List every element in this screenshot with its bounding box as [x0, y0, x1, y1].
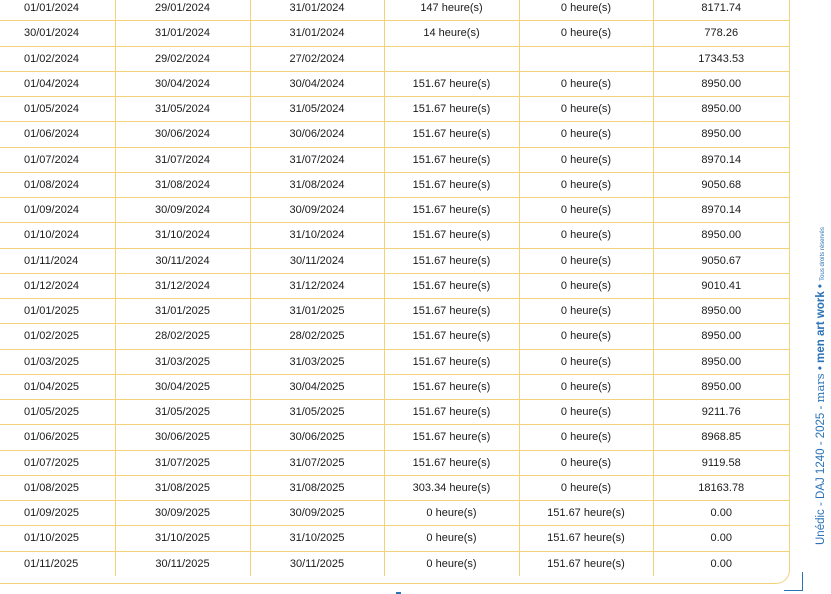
amount-cell: 8950.00 — [653, 223, 789, 248]
period-end-cell: 31/05/2024 — [115, 97, 250, 122]
hours-worked-cell: 151.67 heure(s) — [384, 349, 519, 374]
hours-unworked-cell: 0 heure(s) — [519, 324, 653, 349]
amount-cell: 18163.78 — [653, 475, 789, 500]
separator-bullet: • — [815, 362, 827, 374]
hours-unworked-cell: 0 heure(s) — [519, 21, 653, 46]
period-start-cell: 01/01/2025 — [0, 299, 115, 324]
hours-unworked-cell: 0 heure(s) — [519, 400, 653, 425]
hours-worked-cell: 151.67 heure(s) — [384, 324, 519, 349]
payment-date-cell: 27/02/2024 — [250, 46, 384, 71]
amount-cell: 8950.00 — [653, 71, 789, 96]
hours-worked-cell: 151.67 heure(s) — [384, 400, 519, 425]
hours-worked-cell: 303.34 heure(s) — [384, 475, 519, 500]
hours-unworked-cell: 0 heure(s) — [519, 122, 653, 147]
hours-unworked-cell: 0 heure(s) — [519, 71, 653, 96]
period-end-cell: 30/04/2025 — [115, 374, 250, 399]
period-start-cell: 01/10/2024 — [0, 223, 115, 248]
table-row — [0, 349, 789, 374]
amount-cell: 9119.58 — [653, 450, 789, 475]
period-start-cell: 01/07/2024 — [0, 147, 115, 172]
period-start-cell: 01/03/2025 — [0, 349, 115, 374]
hours-unworked-cell: 0 heure(s) — [519, 450, 653, 475]
period-end-cell: 30/09/2025 — [115, 501, 250, 526]
payment-date-cell: 31/05/2025 — [250, 400, 384, 425]
hours-unworked-cell: 0 heure(s) — [519, 374, 653, 399]
payment-date-cell: 30/06/2024 — [250, 122, 384, 147]
period-start-cell: 01/02/2025 — [0, 324, 115, 349]
period-end-cell: 31/08/2024 — [115, 172, 250, 197]
hours-worked-cell: 0 heure(s) — [384, 501, 519, 526]
table-row — [0, 324, 789, 349]
table-row — [0, 71, 789, 96]
amount-cell: 8968.85 — [653, 425, 789, 450]
table-row — [0, 299, 789, 324]
rights-reserved-text: Tous droits réservés — [820, 227, 826, 281]
hours-worked-cell: 0 heure(s) — [384, 551, 519, 576]
hours-worked-cell: 151.67 heure(s) — [384, 248, 519, 273]
hours-worked-cell: 151.67 heure(s) — [384, 122, 519, 147]
table-row — [0, 147, 789, 172]
amount-cell: 17343.53 — [653, 46, 789, 71]
amount-cell: 9050.68 — [653, 172, 789, 197]
period-start-cell: 01/04/2024 — [0, 71, 115, 96]
payment-date-cell: 31/10/2024 — [250, 223, 384, 248]
hours-unworked-cell: 0 heure(s) — [519, 97, 653, 122]
period-start-cell: 01/11/2025 — [0, 551, 115, 576]
period-end-cell: 31/01/2025 — [115, 299, 250, 324]
payment-date-cell: 30/04/2025 — [250, 374, 384, 399]
table-row — [0, 551, 789, 576]
table-row — [0, 122, 789, 147]
payment-date-cell: 31/10/2025 — [250, 526, 384, 551]
table-row — [0, 223, 789, 248]
table-row — [0, 425, 789, 450]
payment-date-cell: 31/07/2024 — [250, 147, 384, 172]
hours-worked-cell: 0 heure(s) — [384, 526, 519, 551]
period-start-cell: 01/09/2025 — [0, 501, 115, 526]
table-row — [0, 46, 789, 71]
period-end-cell: 30/09/2024 — [115, 198, 250, 223]
period-start-cell: 01/05/2025 — [0, 400, 115, 425]
period-start-cell: 01/05/2024 — [0, 97, 115, 122]
table-row — [0, 248, 789, 273]
hours-unworked-cell: 151.67 heure(s) — [519, 501, 653, 526]
hours-worked-cell: 151.67 heure(s) — [384, 374, 519, 399]
period-end-cell: 28/02/2025 — [115, 324, 250, 349]
period-start-cell: 01/11/2024 — [0, 248, 115, 273]
period-start-cell: 01/08/2024 — [0, 172, 115, 197]
hours-worked-cell: 151.67 heure(s) — [384, 223, 519, 248]
period-start-cell: 01/07/2025 — [0, 450, 115, 475]
period-end-cell: 31/10/2025 — [115, 526, 250, 551]
amount-cell: 8970.14 — [653, 198, 789, 223]
table-row — [0, 273, 789, 298]
table-row — [0, 475, 789, 500]
payment-date-cell: 31/12/2024 — [250, 273, 384, 298]
period-start-cell: 01/12/2024 — [0, 273, 115, 298]
amount-cell: 8950.00 — [653, 374, 789, 399]
period-end-cell: 30/11/2025 — [115, 551, 250, 576]
amount-cell: 0.00 — [653, 501, 789, 526]
period-end-cell: 31/01/2024 — [115, 21, 250, 46]
hours-worked-cell: 151.67 heure(s) — [384, 147, 519, 172]
amount-cell: 778.26 — [653, 21, 789, 46]
amount-cell: 9010.41 — [653, 273, 789, 298]
hours-unworked-cell: 0 heure(s) — [519, 273, 653, 298]
hours-worked-cell: 14 heure(s) — [384, 21, 519, 46]
period-end-cell: 31/10/2024 — [115, 223, 250, 248]
hours-worked-cell: 151.67 heure(s) — [384, 450, 519, 475]
payment-date-cell: 30/06/2025 — [250, 425, 384, 450]
hours-unworked-cell: 0 heure(s) — [519, 349, 653, 374]
hours-unworked-cell: 0 heure(s) — [519, 198, 653, 223]
table-row — [0, 172, 789, 197]
hours-worked-cell: 151.67 heure(s) — [384, 299, 519, 324]
hours-worked-cell: 151.67 heure(s) — [384, 273, 519, 298]
period-end-cell: 29/02/2024 — [115, 46, 250, 71]
period-start-cell: 01/04/2025 — [0, 374, 115, 399]
table-row — [0, 21, 789, 46]
hours-unworked-cell: 0 heure(s) — [519, 248, 653, 273]
table-row — [0, 400, 789, 425]
table-row — [0, 0, 789, 21]
hours-worked-cell: 151.67 heure(s) — [384, 425, 519, 450]
period-end-cell: 31/05/2025 — [115, 400, 250, 425]
amount-cell: 8950.00 — [653, 299, 789, 324]
payment-date-cell: 30/04/2024 — [250, 71, 384, 96]
amount-cell: 0.00 — [653, 526, 789, 551]
payment-date-cell: 30/11/2025 — [250, 551, 384, 576]
amount-cell: 8950.00 — [653, 324, 789, 349]
payment-date-cell: 30/11/2024 — [250, 248, 384, 273]
table-row — [0, 450, 789, 475]
payment-date-cell: 31/08/2025 — [250, 475, 384, 500]
hours-worked-cell: 151.67 heure(s) — [384, 71, 519, 96]
payment-date-cell: 31/01/2025 — [250, 299, 384, 324]
hours-unworked-cell: 0 heure(s) — [519, 299, 653, 324]
payment-date-cell: 31/03/2025 — [250, 349, 384, 374]
period-start-cell: 01/09/2024 — [0, 198, 115, 223]
period-end-cell: 31/07/2025 — [115, 450, 250, 475]
period-start-cell: 30/01/2024 — [0, 21, 115, 46]
hours-worked-cell: 151.67 heure(s) — [384, 198, 519, 223]
period-end-cell: 31/12/2024 — [115, 273, 250, 298]
crop-mark — [784, 572, 803, 591]
hours-unworked-cell — [519, 46, 653, 71]
amount-cell: 8970.14 — [653, 147, 789, 172]
amount-cell: 8171.74 — [653, 0, 789, 21]
mars-logo-text: mars — [813, 373, 827, 403]
payment-date-cell: 31/01/2024 — [250, 0, 384, 21]
period-end-cell: 30/06/2025 — [115, 425, 250, 450]
period-start-cell: 01/08/2025 — [0, 475, 115, 500]
hours-unworked-cell: 0 heure(s) — [519, 172, 653, 197]
amount-cell: 8950.00 — [653, 97, 789, 122]
table-row — [0, 501, 789, 526]
period-end-cell: 31/03/2025 — [115, 349, 250, 374]
amount-cell: 8950.00 — [653, 122, 789, 147]
period-end-cell: 29/01/2024 — [115, 0, 250, 21]
table-row — [0, 526, 789, 551]
hours-unworked-cell: 0 heure(s) — [519, 475, 653, 500]
hours-worked-cell: 147 heure(s) — [384, 0, 519, 21]
payment-date-cell: 31/07/2025 — [250, 450, 384, 475]
period-start-cell: 01/06/2025 — [0, 425, 115, 450]
period-end-cell: 30/06/2024 — [115, 122, 250, 147]
payment-date-cell: 31/08/2024 — [250, 172, 384, 197]
hours-unworked-cell: 151.67 heure(s) — [519, 551, 653, 576]
hours-unworked-cell: 0 heure(s) — [519, 425, 653, 450]
payment-date-cell: 30/09/2024 — [250, 198, 384, 223]
period-end-cell: 30/11/2024 — [115, 248, 250, 273]
hours-unworked-cell: 0 heure(s) — [519, 223, 653, 248]
period-end-cell: 31/07/2024 — [115, 147, 250, 172]
amount-cell: 9050.67 — [653, 248, 789, 273]
period-start-cell: 01/06/2024 — [0, 122, 115, 147]
publisher-ref: Unédic - DAJ 1240 - 2025 - — [815, 402, 827, 545]
period-end-cell: 30/04/2024 — [115, 71, 250, 96]
period-start-cell: 01/02/2024 — [0, 46, 115, 71]
payment-date-cell: 30/09/2025 — [250, 501, 384, 526]
separator-bullet: • — [815, 280, 827, 292]
table-row — [0, 198, 789, 223]
period-start-cell: 01/10/2025 — [0, 526, 115, 551]
hours-unworked-cell: 0 heure(s) — [519, 0, 653, 21]
amount-cell: 9211.76 — [653, 400, 789, 425]
hours-worked-cell: 151.67 heure(s) — [384, 172, 519, 197]
payment-date-cell: 31/05/2024 — [250, 97, 384, 122]
amount-cell: 0.00 — [710, 557, 732, 570]
men-art-work-logo-text: men art work — [815, 291, 827, 363]
table-row — [0, 374, 789, 399]
payment-date-cell: 28/02/2025 — [250, 324, 384, 349]
payment-date-cell: 31/01/2024 — [250, 21, 384, 46]
hours-unworked-cell: 0 heure(s) — [519, 147, 653, 172]
table-row — [0, 97, 789, 122]
amount-cell: 8950.00 — [653, 349, 789, 374]
period-end-cell: 31/08/2025 — [115, 475, 250, 500]
hours-worked-cell: 151.67 heure(s) — [384, 97, 519, 122]
publisher-footer-vertical — [813, 227, 827, 545]
period-start-cell: 01/01/2024 — [0, 0, 115, 21]
hours-worked-cell — [384, 46, 519, 71]
hours-unworked-cell: 151.67 heure(s) — [519, 526, 653, 551]
